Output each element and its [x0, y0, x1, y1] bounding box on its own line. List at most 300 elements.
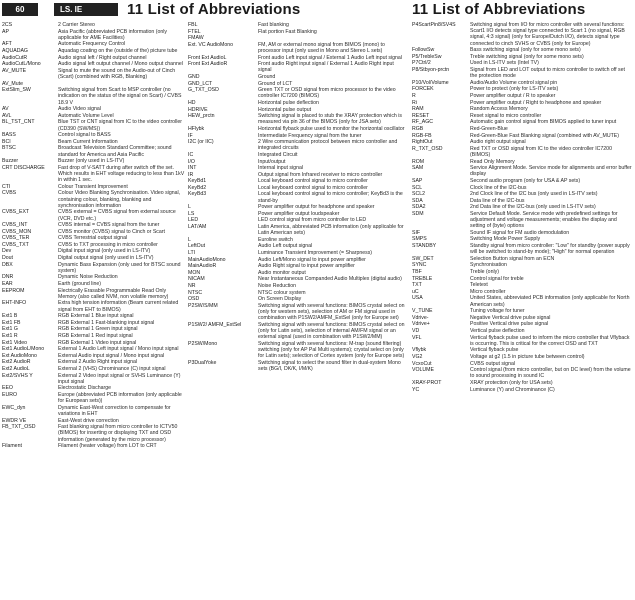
abbreviation-row [188, 29, 408, 35]
abbreviation-term: EURO [2, 391, 17, 398]
abbreviation-row [412, 354, 633, 360]
abbreviation-description: Red TXT or OSD signal from IC to the video controller IC7200 (BIMOS) [470, 145, 612, 158]
abbreviation-term: RightOut [412, 139, 433, 146]
abbreviation-description: RGB External 1 Fast-blanking input signal [58, 319, 155, 326]
abbreviation-term: MainAudioR [188, 263, 217, 270]
abbreviation-row [188, 211, 408, 217]
abbreviation-description: Vertical pulse deflection [470, 328, 525, 334]
abbreviation-row [2, 333, 185, 339]
abbreviation-term: VFL [412, 334, 422, 341]
abbreviation-row [412, 335, 633, 347]
abbreviation-description: Control signal (from micro controller, but on DC level) from the volume to sound processing in sound IC [470, 367, 631, 380]
abbreviation-description: Signal from LED and LOT output to micro controller to switch off set the protection mode [470, 66, 625, 80]
abbreviation-row [412, 159, 633, 165]
abbreviation-description: Random Access Memory [470, 106, 528, 113]
abbreviation-term: Dev [2, 248, 12, 255]
abbreviation-term: STANDBY [412, 243, 437, 250]
abbreviation-row [2, 22, 185, 28]
abbreviation-description: Audio monitor output [258, 269, 306, 276]
page-number: 60 [2, 3, 38, 16]
abbreviation-row [412, 67, 633, 79]
abbreviation-term: SCL2 [412, 191, 425, 198]
abbreviation-description: Vertical flyback pulse used to inform the micro controller that Vflyback is occurring. This is critical for the correct OSD and TXT [470, 334, 630, 347]
abbreviation-description: Switching signal to select the sound filter in dual-system Mono sets (BG/I, DK/K, I/M/K) [258, 359, 401, 372]
abbreviation-description: Audio signal left / Right output channel [58, 54, 147, 61]
abbreviation-description: RGB External 1 Green input signal [58, 326, 138, 333]
abbreviation-term: LeftOut [188, 243, 206, 250]
abbreviation-term: IC [188, 151, 194, 158]
abbreviation-description: Second audio program (only for USA & AP sets) [470, 177, 581, 184]
section-title-left: 11 List of Abbreviations [127, 1, 301, 18]
abbreviation-row [412, 315, 633, 321]
abbreviation-term: IR [188, 171, 194, 178]
abbreviation-row [188, 360, 408, 372]
abbreviation-description: Service Default Mode. Service mode with predefined settings for adjustment and voltage measurements; enables the display and setting of (byte) options [470, 210, 618, 230]
abbreviation-row [2, 373, 185, 385]
abbreviation-term: TBF [412, 269, 422, 276]
abbreviation-term: SDA [412, 197, 423, 204]
abbreviation-term: VD [412, 328, 420, 334]
abbreviation-description: Switching signal is placed to stub the XRAY protection which is measured via pin 36 of the BIMOS (only for JSA sets) [258, 113, 402, 126]
abbreviation-row [2, 106, 185, 112]
abbreviation-row [188, 270, 408, 276]
abbreviation-row [2, 119, 185, 131]
abbreviation-description: Digital input signal (only used in LS-ITV) [58, 248, 151, 255]
abbreviation-term: AV [2, 106, 9, 113]
abbreviation-term: V_TUNE [412, 308, 433, 315]
abbreviation-term: Ext1 G [2, 326, 18, 333]
abbreviation-term: SIF [412, 229, 421, 236]
abbreviation-description: FM, AM or external mono signal from BIMOS (mono) to processor input (only used in Mono and Stereo L sets) [258, 41, 385, 54]
abbreviation-row [2, 242, 185, 248]
abbreviation-term: Ext. VC AudioMono [188, 41, 233, 48]
abbreviation-description: Audio Video signal [58, 106, 101, 113]
abbreviation-term: BASS [2, 132, 16, 139]
abbreviation-row [412, 60, 633, 66]
abbreviation-description: Ground of LCT [258, 80, 293, 87]
abbreviation-row [188, 250, 408, 256]
abbreviation-row [2, 340, 185, 346]
abbreviation-row [412, 139, 633, 145]
abbreviation-description: Extra high tension information (Beam current related signal from EHT to BIMOS) [58, 300, 179, 313]
abbreviation-term: FMAW [188, 35, 204, 42]
abbreviation-description: RGB External 1 Red input signal [58, 333, 133, 340]
abbreviation-term: P4ScartPin8/SV4S [412, 22, 456, 28]
abbreviation-term: RESET [412, 112, 430, 119]
abbreviation-row [412, 165, 633, 177]
abbreviation-row [2, 29, 185, 41]
abbreviation-description: 2 Wire communication protocol between micro controller and integrated circuits [258, 139, 398, 152]
abbreviation-term: ExtSlim_SW [2, 87, 31, 94]
abbreviation-row [2, 184, 185, 190]
abbreviation-row [188, 87, 408, 99]
abbreviation-description: Tuning voltage for tuner [470, 308, 525, 315]
abbreviation-term: CTI [2, 183, 11, 190]
abbreviation-term: SMPS [412, 236, 427, 243]
abbreviation-term: SYNC [412, 262, 427, 269]
abbreviation-row [412, 308, 633, 314]
abbreviation-row [412, 380, 633, 386]
abbreviation-description: Treble switching signal (only for some mono sets) [470, 53, 584, 60]
abbreviation-term: Front Ext AudioL [188, 54, 227, 61]
abbreviation-term: RGB-FB [412, 132, 432, 139]
abbreviation-term: LTI [188, 250, 196, 257]
abbreviation-term: VOLUME [412, 367, 434, 374]
abbreviation-term: Ext1 B [2, 313, 18, 320]
abbreviation-description: Audio right output signal [470, 139, 526, 146]
abbreviation-term: AP [2, 28, 9, 35]
abbreviation-term: LAT/AM [188, 224, 207, 231]
abbreviation-row [2, 158, 185, 164]
abbreviation-description: Power amplifier output for headphone and speaker [258, 204, 375, 211]
abbreviation-term: Ext1 FB [2, 319, 21, 326]
abbreviation-description: Read Only Memory [470, 158, 515, 165]
abbreviation-description: Dynamic Noise Reduction [58, 274, 118, 281]
abbreviation-term: TREBLE [412, 275, 433, 282]
abbreviation-row [188, 165, 408, 171]
abbreviation-row [412, 146, 633, 158]
abbreviation-term: VG2 [412, 353, 423, 360]
abbreviation-row [412, 191, 633, 197]
abbreviation-description: Fast drop of V-SATT during after switch off the set. Which results in EHT voltage reducing to less than 1kV in within 1 sec. [58, 164, 185, 184]
abbreviation-row [412, 269, 633, 275]
abbreviation-row [412, 321, 633, 327]
abbreviation-row [2, 190, 185, 209]
abbreviation-description: Aquadag coating on the (outside of the) picture tube [58, 47, 178, 54]
abbreviation-term: Ext1 R [2, 333, 18, 340]
abbreviation-description: Reset signal to micro controller [470, 112, 542, 119]
abbreviation-row [2, 209, 185, 221]
abbreviation-term: P3DualYoke [188, 359, 217, 366]
abbreviation-description: LED control signal from micro controller to LED [258, 217, 367, 224]
abbreviation-column-1 [2, 22, 185, 450]
abbreviation-description: CVBS external = CVBS signal from external source (VCR, DVD etc.) [58, 209, 176, 222]
abbreviation-description: Dynamic East-West correction to compensate for variations in EHT [58, 404, 171, 417]
abbreviation-row [188, 204, 408, 210]
abbreviation-description: Noise Reduction [258, 283, 297, 290]
abbreviation-description: RGB External 1 Blue input signal [58, 313, 134, 320]
abbreviation-description: CVBS internal = CVBS signal from the tuner [58, 222, 160, 229]
abbreviation-term: Front Ext AudioR [188, 61, 228, 68]
abbreviation-description: Front audio Right input signal / External 1 Audio Right input signal [258, 61, 394, 74]
abbreviation-row [412, 54, 633, 60]
abbreviation-row [2, 320, 185, 326]
abbreviation-description: Switching signal with several functions: BIMOS crystal select on (only for western sets), selection of AM or FM signal used in combination with P1SW2/AMFM_ExtSel (only for Europe set) [258, 302, 405, 322]
abbreviation-term: EHT-INFO [2, 300, 27, 307]
abbreviation-row [2, 248, 185, 254]
abbreviation-description: Automatic Frequency Control [58, 41, 126, 48]
abbreviation-row [2, 300, 185, 312]
abbreviation-term: NTSC [188, 289, 203, 296]
abbreviation-description: Fast blanking [258, 22, 289, 28]
abbreviation-row [412, 113, 633, 119]
abbreviation-term: Vdrive- [412, 314, 429, 321]
abbreviation-description: Internal input signal [258, 165, 303, 172]
abbreviation-term: I2C (or IIC) [188, 139, 214, 146]
abbreviation-row [2, 113, 185, 119]
abbreviation-description: Audio signal left output channel / Mono output channel [58, 61, 183, 68]
abbreviation-description: Used in LS-ITV sets (Intel TV) [470, 60, 539, 67]
abbreviation-row [2, 359, 185, 365]
abbreviation-row [2, 48, 185, 54]
abbreviation-description: Luminance (Y) and Chrominance (C) [470, 386, 555, 393]
abbreviation-row [188, 191, 408, 203]
abbreviation-term: P5/TrebleSw [412, 53, 442, 60]
abbreviation-description: Near Instantaneous Companded Audio Multiplex (digital audio) [258, 276, 402, 283]
abbreviation-term: TXT [412, 282, 422, 289]
abbreviation-description: XRAY protection (only for USA sets) [470, 379, 553, 386]
abbreviation-row [412, 133, 633, 139]
abbreviation-row [2, 229, 185, 235]
abbreviation-term: OSD [188, 296, 200, 303]
abbreviation-description: Audio/Audio Volume control signal pin [470, 79, 558, 86]
abbreviation-term: NICAM [188, 276, 205, 283]
abbreviation-row [188, 217, 408, 223]
abbreviation-row [188, 178, 408, 184]
abbreviation-row [412, 80, 633, 86]
abbreviation-row [188, 107, 408, 113]
abbreviation-row [2, 443, 185, 449]
abbreviation-description: Switching signal with several functions: BIMOS crystal select on (only for Latin sets), selection of internal AM/FM signal or an external signal (used in combination with P1SW2/MM) [258, 321, 405, 341]
abbreviation-row [412, 211, 633, 230]
abbreviation-term: R_TXT_OSD [412, 145, 443, 152]
abbreviation-row [188, 113, 408, 125]
abbreviation-term: SAM [412, 165, 424, 172]
abbreviation-description: External 1 Audio Left input signal / Mono input signal [58, 346, 179, 353]
abbreviation-description: Local keyboard control signal to micro controller [258, 184, 368, 191]
abbreviation-description: Filament (heater voltage) from LOT to CRT [58, 443, 157, 450]
abbreviation-row [412, 185, 633, 191]
abbreviation-row [2, 366, 185, 372]
abbreviation-row [2, 385, 185, 391]
abbreviation-row [188, 341, 408, 360]
abbreviation-description: Power amplifier output loudspeaker [258, 210, 340, 217]
abbreviation-row [2, 139, 185, 145]
abbreviation-description: Local keyboard control signal to micro controller [258, 178, 368, 185]
abbreviation-term: ROM [412, 158, 425, 165]
abbreviation-term: DNR [2, 274, 14, 281]
abbreviation-row [412, 289, 633, 295]
abbreviation-description: Blue TST or CNT signal from IC to the video controller (CD390 (SW/MS)) [58, 119, 182, 132]
abbreviation-term: EAR [2, 281, 13, 288]
abbreviation-row [412, 106, 633, 112]
abbreviation-term: Ext AudioMono [2, 352, 37, 359]
abbreviation-description: 2nd Data line of the I2C-bus (only used in LS-ITV sets) [470, 204, 596, 211]
abbreviation-description: Automatic gain control signal from BIMOS applied to tuner input [470, 119, 617, 126]
abbreviation-description: Asia Pacific (abbreviated PCB information (only applicable for AME Facilities) [58, 28, 167, 41]
abbreviation-term: uC [412, 288, 419, 295]
abbreviation-term: AV_MUTE [2, 67, 27, 74]
abbreviation-term: Dout [2, 255, 13, 262]
abbreviation-row [2, 353, 185, 359]
abbreviation-row [188, 322, 408, 341]
abbreviation-row [412, 256, 633, 262]
abbreviation-description: Control signal to BASS [58, 132, 111, 139]
abbreviation-row [2, 346, 185, 352]
abbreviation-term: Ext2/SVHS Y [2, 372, 33, 379]
abbreviation-description: Selection Button signal from an ECN [470, 255, 555, 262]
abbreviation-row [2, 288, 185, 300]
abbreviation-description: United States, abbreviated PCB information (only applicable for North American sets) [470, 295, 630, 308]
abbreviation-term: HEW_prctn [188, 113, 215, 120]
abbreviation-row [188, 243, 408, 249]
abbreviation-row [188, 152, 408, 158]
abbreviation-row [188, 139, 408, 151]
abbreviation-row [412, 347, 633, 353]
abbreviation-term: SDA2 [412, 204, 426, 211]
abbreviation-description: Power amplifier output / R to speaker [470, 92, 556, 99]
abbreviation-row [2, 41, 185, 47]
abbreviation-row [188, 159, 408, 165]
abbreviation-description: External 2 Audio Right input signal [58, 359, 138, 366]
abbreviation-row [412, 204, 633, 210]
abbreviation-description: External Audio input signal / Mono input signal [58, 352, 165, 359]
abbreviation-term: FB_TXT_OSD [2, 424, 36, 431]
abbreviation-description: Integrated Circuit [258, 151, 298, 158]
abbreviation-term: FTEL [188, 28, 201, 35]
abbreviation-term: MON [188, 269, 201, 276]
abbreviation-description: Red-Green-Blue Fast Blanking signal (combined with AV_MUTE) [470, 132, 619, 139]
abbreviation-description: CVBS monitor (CVBS) signal to Cinch or Scart [58, 228, 165, 235]
abbreviation-description: Euroline switch [258, 236, 293, 243]
abbreviation-description: Micro controller [470, 288, 506, 295]
abbreviation-term: HFlybk [188, 125, 205, 132]
abbreviation-description: Vertical flyback pulse [470, 347, 519, 354]
abbreviation-term: BCI [2, 138, 11, 145]
abbreviation-description: Digital output signal (only used in LS-ITV) [58, 255, 154, 262]
abbreviation-description: Positive Vertical drive pulse signal [470, 321, 549, 328]
abbreviation-term: FBL [188, 22, 198, 28]
abbreviation-description: Earth (ground line) [58, 281, 101, 288]
abbreviation-description: Treble (only) [470, 269, 499, 276]
abbreviation-term: P10/Vol/Volume [412, 79, 449, 86]
page-header [0, 0, 635, 20]
abbreviation-term: CVBS_TXT [2, 241, 29, 248]
abbreviation-row [2, 274, 185, 280]
abbreviation-description: Audio Left output signal [258, 243, 313, 250]
abbreviation-description: Output signal from Infrared receiver to micro controller [258, 171, 383, 178]
abbreviation-row [412, 328, 633, 334]
abbreviation-term: SCL [412, 184, 423, 191]
abbreviation-term: Ext2 AudioL [2, 366, 30, 372]
abbreviation-row [2, 132, 185, 138]
abbreviation-term: Vflybk [412, 347, 427, 354]
abbreviation-row [412, 93, 633, 99]
abbreviation-term: MainAudioMono [188, 256, 226, 263]
abbreviation-row [188, 290, 408, 296]
abbreviation-term: EEPROM [2, 287, 25, 294]
abbreviation-description: Luminance Transient Improvement (= Sharpness) [258, 250, 373, 257]
abbreviation-description: Switching signal with several functions: M-trap (sound filtering) switching (only for AP Pal Multi systems); crystal select on (only for Latin sets); selection of Cortex system (only for Europe sets) [258, 340, 405, 360]
abbreviation-term: CVBS [2, 190, 17, 197]
abbreviation-term: INT [188, 165, 197, 172]
abbreviation-row [412, 178, 633, 184]
abbreviation-row [188, 263, 408, 269]
abbreviation-term: CVBS_MON [2, 228, 32, 235]
abbreviation-term: Vdrive+ [412, 321, 430, 328]
abbreviation-term: XRAY-PROT [412, 379, 442, 386]
abbreviation-description: Power amplifier output / Right to headphone and speaker [470, 99, 602, 106]
abbreviation-row [188, 126, 408, 132]
abbreviation-term: P1SW2/ AMFM_ExtSel [188, 321, 242, 328]
abbreviation-term: USA [412, 295, 423, 302]
abbreviation-row [412, 295, 633, 307]
abbreviation-row [412, 100, 633, 106]
abbreviation-term: CVBS_EXT [2, 209, 30, 216]
language-label: LS. IE [54, 3, 118, 16]
abbreviation-term: AVL [2, 112, 12, 119]
abbreviation-row [188, 74, 408, 80]
abbreviation-description: Voltage at g2 (1.5 in picture tube between control) [470, 353, 585, 360]
abbreviation-row [412, 387, 633, 393]
abbreviation-row [188, 172, 408, 178]
abbreviation-description: East-West drive correction [58, 417, 119, 424]
abbreviation-row [2, 405, 185, 417]
abbreviation-term: BTSC [2, 145, 16, 152]
abbreviation-term: CRT DISCHARGE [2, 164, 45, 171]
abbreviation-description: Electrically Erasable Programmable Read Only Memory (also called NVM, non volatile memory) [58, 287, 169, 300]
abbreviation-term: BL_TST_CNT [2, 119, 35, 126]
abbreviation-row [188, 224, 408, 236]
abbreviation-row [188, 81, 408, 87]
abbreviation-description: Intermediate Frequency signal from the tuner [258, 132, 362, 139]
abbreviation-row [188, 61, 408, 73]
abbreviation-description: Sound IF signal for FM audio demodulation [470, 229, 570, 236]
abbreviation-description: Local keyboard control signal to micro controller; KeyBd3 is the stand-by [258, 191, 403, 204]
abbreviation-row [2, 262, 185, 274]
abbreviation-row [2, 281, 185, 287]
abbreviation-row [412, 22, 633, 47]
abbreviation-description: Electrostatic Discharge [58, 385, 112, 392]
abbreviation-description: Negative Vertical drive pulse signal [470, 314, 551, 321]
abbreviation-row [412, 230, 633, 236]
abbreviation-row [412, 282, 633, 288]
abbreviation-description: Front audio Left input signal / External 1 Audio Left input signal [258, 54, 402, 61]
abbreviation-row [2, 313, 185, 319]
abbreviation-term: Ri [412, 99, 417, 106]
abbreviation-term: AV_Mute [2, 80, 23, 87]
abbreviation-term: AQUADAG [2, 47, 28, 54]
abbreviation-row [2, 55, 185, 61]
abbreviation-term: Ext1 AudioL/Mono [2, 346, 45, 353]
abbreviation-row [412, 47, 633, 53]
abbreviation-row [188, 22, 408, 28]
abbreviation-description: Automatic Volume Level [58, 112, 114, 119]
abbreviation-term: RF_AGC [412, 119, 434, 126]
abbreviation-row [2, 145, 185, 157]
abbreviation-description: Switching signal from Scart to MSP controller (no indication on the status of the signal on Scart) / CVBS 18.9 V [58, 87, 182, 106]
abbreviation-row [2, 87, 185, 106]
abbreviation-row [412, 367, 633, 379]
abbreviation-description: Audio Left/Mono signal to input power amplifier [258, 256, 366, 263]
abbreviation-term: AudioCutR [2, 54, 28, 61]
abbreviation-description: Buzzer (only used in LS-ITV) [58, 158, 125, 165]
abbreviation-row [188, 283, 408, 289]
abbreviation-row [412, 276, 633, 282]
abbreviation-term: Ext1 Video [2, 339, 27, 346]
abbreviation-description: Clock line of the I2C-bus [470, 184, 527, 191]
abbreviation-column-2 [188, 22, 408, 373]
abbreviation-row [188, 296, 408, 302]
abbreviation-term: SAP [412, 177, 423, 184]
abbreviation-term: GND [188, 73, 200, 80]
abbreviation-row [2, 68, 185, 80]
abbreviation-term: EWDR VE [2, 417, 27, 424]
abbreviation-description: CVBS output signal [470, 360, 515, 367]
abbreviation-term: P7Ctrl/2 [412, 60, 431, 67]
abbreviation-row [188, 133, 408, 139]
abbreviation-description: Fast blanking signal from micro controller to ICTV50 (BIMOS) for inserting or displaying TXT and OSD information (generated by the micro processor) [58, 424, 178, 443]
